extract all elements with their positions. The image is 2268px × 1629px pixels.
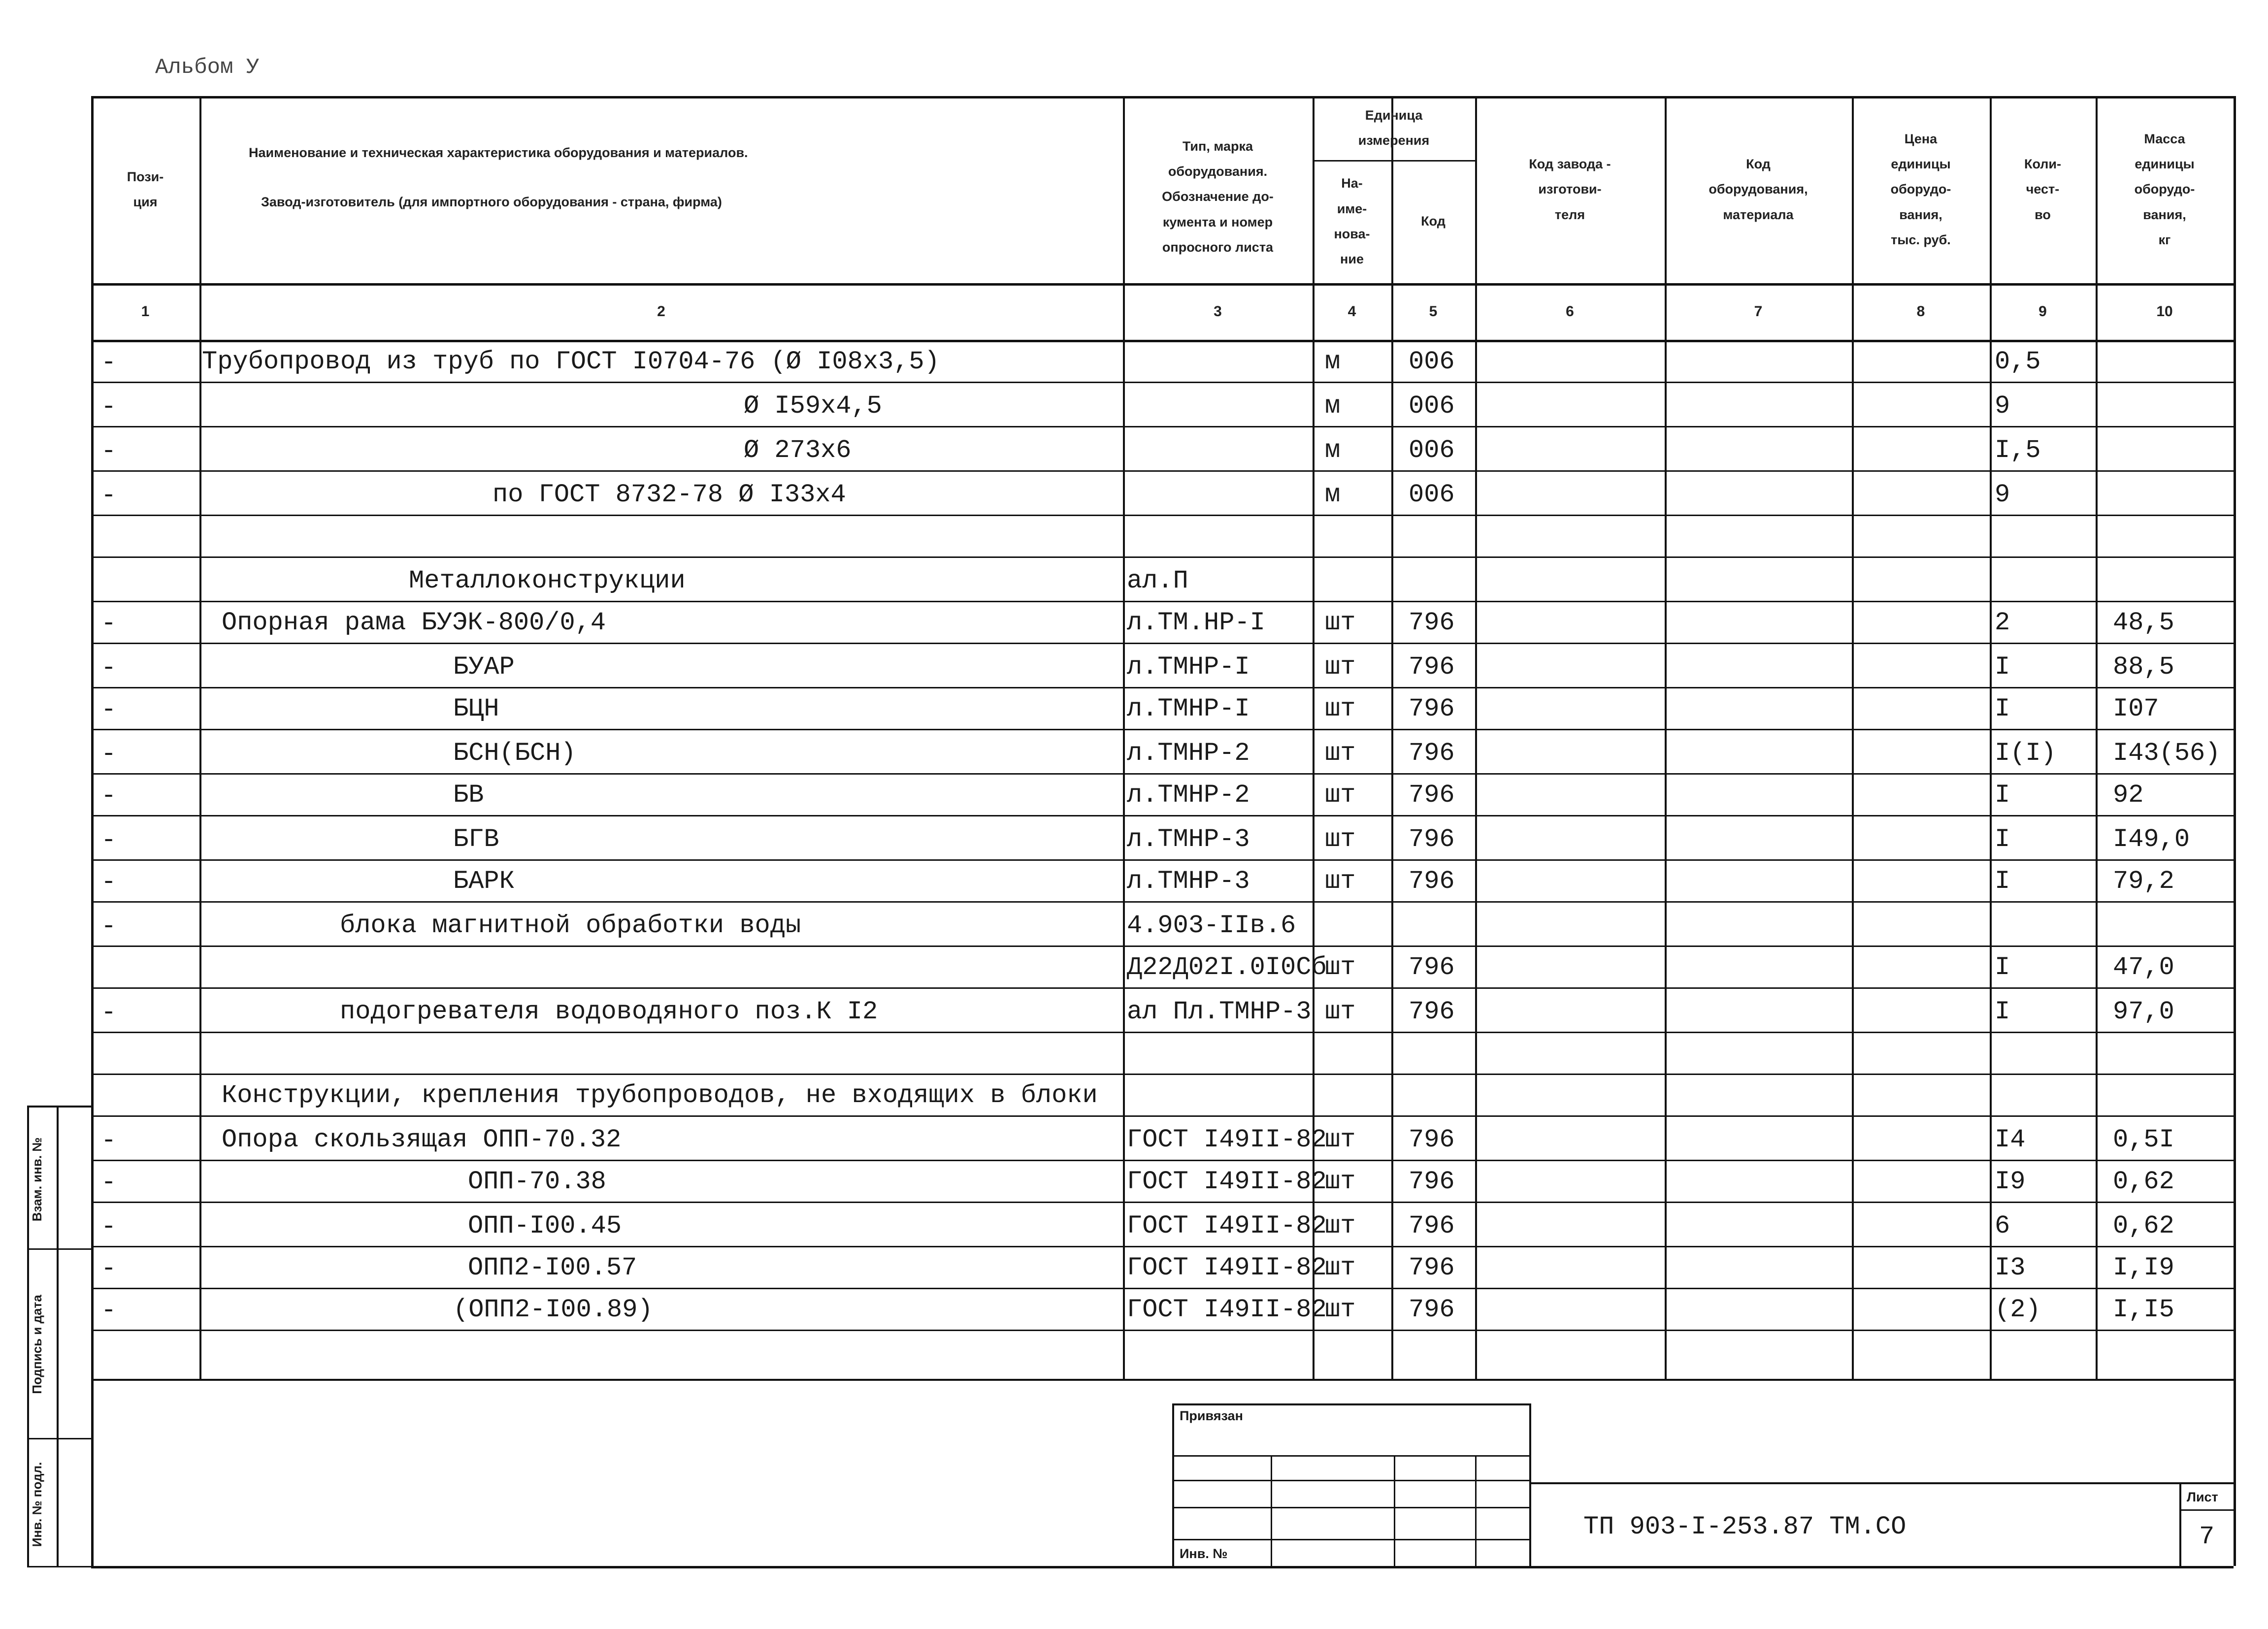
row-unit-code: 796 [1409, 953, 1455, 982]
row-line-12 [91, 859, 2234, 861]
stamp-bound-label: Привязан [1180, 1408, 1243, 1423]
row-quantity: I3 [1995, 1253, 2026, 1282]
row-unit-code: 796 [1409, 1295, 1455, 1324]
row-mass: 0,62 [2113, 1211, 2174, 1240]
table-bottom-line [91, 1379, 2234, 1381]
frame-right [2234, 96, 2236, 1566]
row-mass: 97,0 [2113, 997, 2174, 1026]
header-unit-price: Цена единицы оборудо- вания, тыс. руб. [1890, 131, 1951, 247]
row-name: ОПП-70.38 [468, 1167, 606, 1196]
row-position-dash: - [101, 348, 117, 377]
row-line-23 [91, 1330, 2234, 1331]
stamp-col-1 [1271, 1455, 1272, 1566]
row-quantity: I [1995, 953, 2010, 982]
side-left [27, 1106, 29, 1566]
sheet-label: Лист [2187, 1490, 2218, 1504]
row-type: л.ТМНР-I [1127, 694, 1250, 723]
row-line-3 [91, 470, 2234, 472]
row-line-15 [91, 987, 2234, 989]
side-signature-label: Подпись и дата [30, 1295, 44, 1394]
document-code: ТП 903-I-253.87 ТМ.СО [1583, 1512, 1906, 1541]
row-name: (ОПП2-I00.89) [453, 1295, 653, 1324]
row-type: ал Пл.ТМНР-3 [1127, 997, 1312, 1026]
row-type: ГОСТ I49II-82 [1127, 1125, 1327, 1154]
row-quantity: 2 [1995, 608, 2010, 637]
row-line-22 [91, 1288, 2234, 1289]
row-unit-code: 796 [1409, 867, 1455, 896]
row-type: л.ТМНР-2 [1127, 781, 1250, 810]
column-number-9: 9 [2038, 303, 2047, 320]
row-unit-code: 006 [1409, 480, 1455, 509]
row-position-dash: - [101, 868, 117, 897]
header-unit-name: На- име- нова- ние [1334, 176, 1370, 267]
row-unit-name: шт [1325, 1295, 1356, 1324]
column-number-7: 7 [1754, 303, 1763, 320]
row-name: БВ [453, 781, 484, 810]
column-number-5: 5 [1429, 303, 1438, 320]
row-type: ГОСТ I49II-82 [1127, 1295, 1327, 1324]
row-mass: 92 [2113, 781, 2144, 810]
row-unit-code: 796 [1409, 1253, 1455, 1282]
row-name: по ГОСТ 8732-78 Ø I33x4 [493, 480, 846, 509]
row-type: Д22Д02I.0I0Сб [1127, 953, 1327, 982]
row-unit-name: шт [1325, 825, 1356, 854]
row-line-13 [91, 901, 2234, 903]
row-quantity: I,5 [1995, 436, 2041, 465]
row-line-2 [91, 426, 2234, 427]
row-unit-code: 796 [1409, 1125, 1455, 1154]
row-name: БСН(БСН) [453, 739, 576, 768]
frame-bottom [91, 1566, 2234, 1568]
row-unit-code: 796 [1409, 608, 1455, 637]
row-line-7 [91, 643, 2234, 644]
header-factory-code: Код завода - изготови- теля [1529, 157, 1611, 222]
column-number-8: 8 [1916, 303, 1925, 320]
row-unit-code: 006 [1409, 436, 1455, 465]
stamp-left [1172, 1403, 1174, 1566]
row-line-20 [91, 1202, 2234, 1203]
row-line-8 [91, 687, 2234, 688]
row-unit-code: 796 [1409, 997, 1455, 1026]
row-position-dash: - [101, 437, 117, 466]
column-number-10: 10 [2156, 303, 2173, 320]
row-position-dash: - [101, 481, 117, 510]
row-line-19 [91, 1160, 2234, 1161]
row-name: БАРК [453, 867, 515, 896]
row-type: ал.П [1127, 566, 1188, 595]
row-unit-name: м [1325, 391, 1341, 421]
row-name: Конструкции, крепления трубопроводов, не входящих в блоки [222, 1081, 1098, 1110]
row-unit-code: 796 [1409, 825, 1455, 854]
row-unit-code: 006 [1409, 347, 1455, 376]
row-line-9 [91, 729, 2234, 730]
row-mass: I,I9 [2113, 1253, 2174, 1282]
row-unit-name: шт [1325, 1125, 1356, 1154]
row-type: ГОСТ I49II-82 [1127, 1211, 1327, 1240]
row-quantity: I(I) [1995, 739, 2056, 768]
row-line-6 [91, 601, 2234, 602]
stamp-inv-label: Инв. № [1180, 1546, 1228, 1561]
row-quantity: 6 [1995, 1211, 2010, 1240]
column-number-3: 3 [1214, 303, 1222, 320]
row-line-14 [91, 945, 2234, 947]
row-name: Ø I59x4,5 [744, 391, 882, 421]
row-unit-name: м [1325, 436, 1341, 465]
row-type: л.ТМНР-2 [1127, 739, 1250, 768]
row-unit-code: 796 [1409, 739, 1455, 768]
row-unit-code: 796 [1409, 652, 1455, 682]
row-quantity: I [1995, 694, 2010, 723]
stamp-top [1172, 1403, 1529, 1405]
row-unit-name: шт [1325, 867, 1356, 896]
row-name: БУАР [453, 652, 515, 682]
sheet-box-mid [2179, 1509, 2234, 1511]
row-mass: 47,0 [2113, 953, 2174, 982]
row-quantity: I [1995, 867, 2010, 896]
row-mass: I49,0 [2113, 825, 2190, 854]
row-unit-name: шт [1325, 1167, 1356, 1196]
row-type: л.ТМНР-I [1127, 652, 1250, 682]
row-name: Опорная рама БУЭК-800/0,4 [222, 608, 606, 637]
row-position-dash: - [101, 1126, 117, 1155]
row-unit-name: шт [1325, 652, 1356, 682]
row-mass: I,I5 [2113, 1295, 2174, 1324]
sheet-box-left [2179, 1482, 2181, 1566]
row-quantity: 0,5 [1995, 347, 2041, 376]
header-unit-group: Единица измерения [1358, 107, 1430, 148]
row-unit-code: 796 [1409, 1211, 1455, 1240]
row-line-18 [91, 1115, 2234, 1117]
row-mass: 0,62 [2113, 1167, 2174, 1196]
row-position-dash: - [101, 1296, 117, 1325]
row-line-21 [91, 1246, 2234, 1247]
row-quantity: I [1995, 825, 2010, 854]
row-mass: 48,5 [2113, 608, 2174, 637]
column-number-6: 6 [1566, 303, 1574, 320]
row-unit-code: 796 [1409, 1167, 1455, 1196]
row-position-dash: - [101, 912, 117, 941]
column-number-2: 2 [657, 303, 665, 320]
side-replacement-label: Взам. инв. № [30, 1137, 44, 1222]
row-position-dash: - [101, 1168, 117, 1197]
row-unit-name: шт [1325, 739, 1356, 768]
row-type: ГОСТ I49II-82 [1127, 1167, 1327, 1196]
row-unit-name: м [1325, 347, 1341, 376]
row-unit-name: шт [1325, 694, 1356, 723]
row-quantity: 9 [1995, 391, 2010, 421]
column-number-1: 1 [141, 303, 150, 320]
row-position-dash: - [101, 392, 117, 422]
row-position-dash: - [101, 740, 117, 769]
row-quantity: 9 [1995, 480, 2010, 509]
header-unit-mass: Масса единицы оборудо- вания, кг [2134, 131, 2195, 247]
row-name: подогревателя водоводяного поз.К I2 [340, 997, 878, 1026]
row-mass: I07 [2113, 694, 2159, 723]
row-unit-name: шт [1325, 608, 1356, 637]
row-name: Опора скользящая ОПП-70.32 [222, 1125, 622, 1154]
row-name: БЦН [453, 694, 499, 723]
header-type: Тип, марка оборудования. Обозначение до- кумента и номер опросного листа [1162, 138, 1274, 255]
row-quantity: I4 [1995, 1125, 2026, 1154]
row-unit-name: шт [1325, 997, 1356, 1026]
side-original-inv-label: Инв. № подл. [30, 1462, 44, 1547]
row-name: ОПП-I00.45 [468, 1211, 622, 1240]
row-name: ОПП2-I00.57 [468, 1253, 637, 1282]
header-equipment-code: Код оборудования, материала [1709, 157, 1808, 222]
row-line-16 [91, 1032, 2234, 1033]
row-unit-code: 796 [1409, 781, 1455, 810]
row-unit-name: шт [1325, 781, 1356, 810]
row-position-dash: - [101, 695, 117, 724]
row-mass: 79,2 [2113, 867, 2174, 896]
row-position-dash: - [101, 609, 117, 638]
stamp-col-2 [1394, 1455, 1395, 1566]
row-line-11 [91, 815, 2234, 816]
header-position: Пози- ция [127, 169, 164, 209]
row-line-1 [91, 382, 2234, 383]
header-name-line1: Наименование и техническая характеристика оборудования и материалов. [249, 145, 748, 160]
stamp-right-inner [1529, 1403, 1531, 1566]
header-name-line2: Завод-изготовитель (для импортного оборудования - страна, фирма) [261, 195, 722, 209]
row-line-17 [91, 1074, 2234, 1075]
row-position-dash: - [101, 782, 117, 811]
row-unit-code: 006 [1409, 391, 1455, 421]
row-quantity: I [1995, 652, 2010, 682]
colnum-bottom-line [91, 340, 2234, 342]
row-unit-code: 796 [1409, 694, 1455, 723]
row-quantity: I [1995, 781, 2010, 810]
row-position-dash: - [101, 653, 117, 683]
sheet-number: 7 [2199, 1522, 2215, 1551]
side-mid [57, 1106, 59, 1566]
row-unit-name: шт [1325, 1211, 1356, 1240]
header-quantity: Коли- чест- во [2024, 157, 2062, 222]
row-quantity: I [1995, 997, 2010, 1026]
row-unit-name: шт [1325, 1253, 1356, 1282]
row-line-5 [91, 556, 2234, 558]
row-position-dash: - [101, 998, 117, 1027]
row-unit-name: м [1325, 480, 1341, 509]
row-mass: 0,5I [2113, 1125, 2174, 1154]
row-name: Металлоконструкции [409, 566, 686, 595]
row-quantity: (2) [1995, 1295, 2041, 1324]
row-line-10 [91, 773, 2234, 775]
stamp-col-3 [1475, 1455, 1477, 1566]
row-type: л.ТМНР-3 [1127, 867, 1250, 896]
row-mass: 88,5 [2113, 652, 2174, 682]
row-type: л.ТМНР-3 [1127, 825, 1250, 854]
row-position-dash: - [101, 1254, 117, 1283]
row-type: ГОСТ I49II-82 [1127, 1253, 1327, 1282]
row-name: Трубопровод из труб по ГОСТ I0704-76 (Ø I08x3,5) [202, 347, 940, 376]
row-name: блока магнитной обработки воды [340, 911, 801, 940]
row-mass: I43(56) [2113, 739, 2221, 768]
row-line-4 [91, 515, 2234, 516]
row-name: Ø 273x6 [744, 436, 852, 465]
row-name: БГВ [453, 825, 499, 854]
album-label: Альбом У [155, 55, 260, 80]
row-position-dash: - [101, 1212, 117, 1241]
row-position-dash: - [101, 826, 117, 855]
row-quantity: I9 [1995, 1167, 2026, 1196]
row-type: 4.903-IIв.6 [1127, 911, 1296, 940]
column-number-4: 4 [1348, 303, 1356, 320]
row-unit-name: шт [1325, 953, 1356, 982]
row-type: л.ТМ.НР-I [1127, 608, 1265, 637]
header-unit-code: Код [1421, 214, 1446, 229]
title-top [1529, 1482, 2234, 1484]
